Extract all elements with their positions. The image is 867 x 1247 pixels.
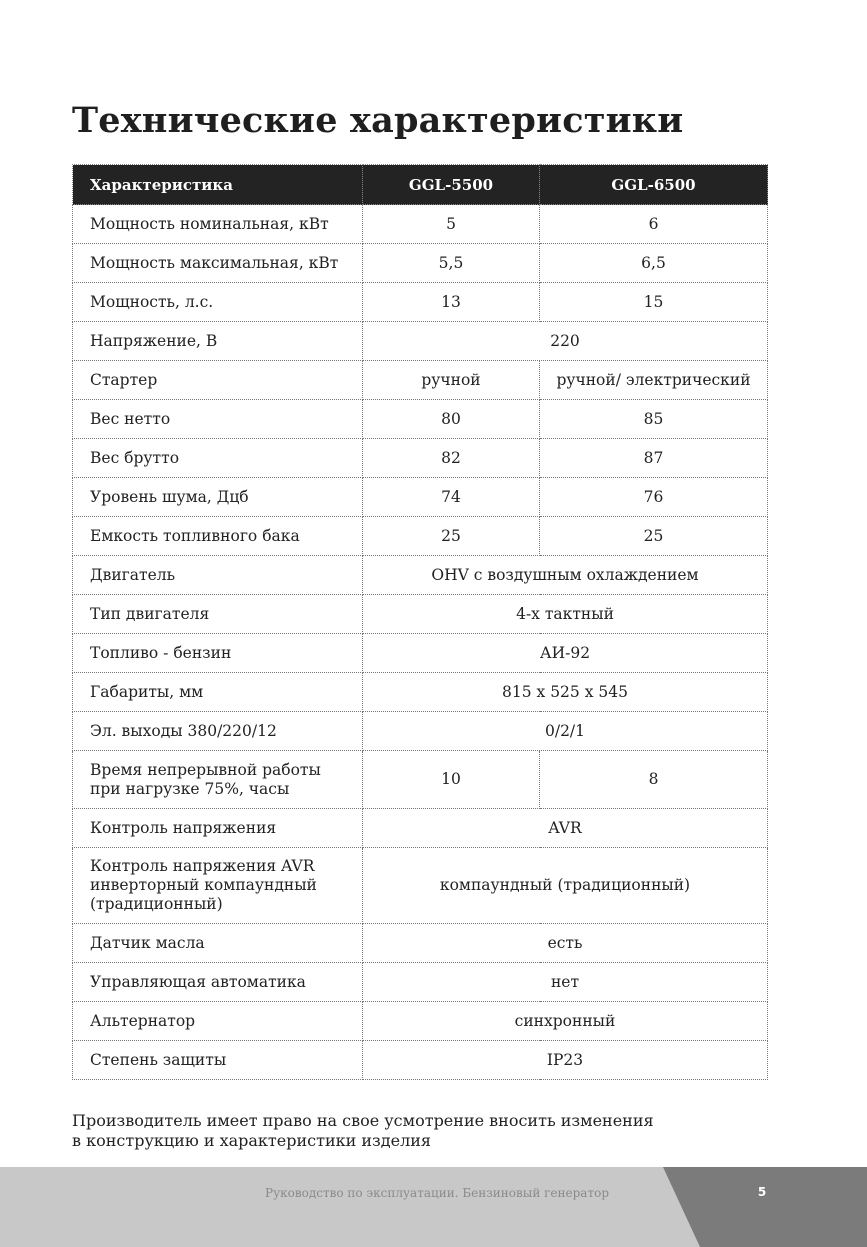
table-row [73, 1002, 768, 1041]
row-label: Управляющая автоматика [73, 963, 363, 1002]
row-label: Мощность номинальная, кВт [73, 205, 363, 244]
row-label: Мощность, л.с. [73, 283, 363, 322]
table-row [73, 924, 768, 963]
row-value-shared: синхронный [363, 1002, 768, 1041]
row-value-shared: 0/2/1 [363, 712, 768, 751]
row-label: Датчик масла [73, 924, 363, 963]
row-label [73, 751, 363, 809]
row-label: Тип двигателя [73, 595, 363, 634]
row-value-ggl-5500: 25 [363, 517, 540, 556]
table-row [73, 517, 768, 556]
row-value-shared: компаундный (традиционный) [363, 848, 768, 924]
footer-band [0, 1167, 867, 1247]
table-row [73, 205, 768, 244]
row-label: Альтернатор [73, 1002, 363, 1041]
disclaimer-line: Производитель имеет право на свое усмотрение вносить изменения [72, 1111, 654, 1130]
row-label: Вес брутто [73, 439, 363, 478]
row-value-ggl-5500: 13 [363, 283, 540, 322]
row-label: Стартер [73, 361, 363, 400]
table-row [73, 712, 768, 751]
table-row [73, 244, 768, 283]
row-value-ggl-6500: ручной/ электрический [540, 361, 768, 400]
row-label: Эл. выходы 380/220/12 [73, 712, 363, 751]
row-value-ggl-5500: 74 [363, 478, 540, 517]
row-value-ggl-6500: 25 [540, 517, 768, 556]
row-value-shared: AVR [363, 809, 768, 848]
row-value-ggl-5500: 5,5 [363, 244, 540, 283]
table-row [73, 595, 768, 634]
footer-manual-title: Руководство по эксплуатации. Бензиновый генератор [265, 1186, 610, 1200]
row-label-line: инверторный компаундный [90, 876, 317, 894]
table-row [73, 751, 768, 809]
row-value-ggl-6500: 85 [540, 400, 768, 439]
footer-dark-wedge [0, 1167, 867, 1247]
table-row [73, 673, 768, 712]
header-characteristic: Характеристика [73, 165, 363, 205]
row-value-shared: 815 х 525 х 545 [363, 673, 768, 712]
row-value-ggl-5500: ручной [363, 361, 540, 400]
row-label-line: Время непрерывной работы [90, 760, 321, 779]
row-label-line: Контроль напряжения AVR [90, 857, 315, 875]
row-value-shared: 4-х тактный [363, 595, 768, 634]
row-value-shared: 220 [363, 322, 768, 361]
header-model-ggl-5500: GGL-5500 [363, 165, 540, 205]
row-value-ggl-6500: 8 [540, 751, 768, 809]
table-row [73, 361, 768, 400]
row-value-ggl-5500: 10 [363, 751, 540, 809]
page-number: 5 [757, 1185, 767, 1199]
row-label [73, 848, 363, 924]
row-value-ggl-6500: 6 [540, 205, 768, 244]
row-value-ggl-5500: 5 [363, 205, 540, 244]
table-row [73, 283, 768, 322]
row-value-shared: IP23 [363, 1041, 768, 1080]
table-row [73, 963, 768, 1002]
table-row [73, 478, 768, 517]
row-value-shared: нет [363, 963, 768, 1002]
row-value-shared: OHV с воздушным охлаждением [363, 556, 768, 595]
table-row [73, 809, 768, 848]
disclaimer-note [72, 1111, 654, 1151]
row-label: Степень защиты [73, 1041, 363, 1080]
row-label: Мощность максимальная, кВт [73, 244, 363, 283]
page-title: Технические характеристики [72, 100, 684, 141]
row-label: Вес нетто [73, 400, 363, 439]
row-value-ggl-5500: 80 [363, 400, 540, 439]
table-row [73, 1041, 768, 1080]
specs-table [72, 164, 768, 1080]
disclaimer-line: в конструкцию и характеристики изделия [72, 1131, 432, 1150]
row-label: Напряжение, В [73, 322, 363, 361]
table-row [73, 400, 768, 439]
row-label: Топливо - бензин [73, 634, 363, 673]
row-value-shared: АИ-92 [363, 634, 768, 673]
table-row [73, 322, 768, 361]
row-value-ggl-5500: 82 [363, 439, 540, 478]
table-row [73, 634, 768, 673]
table-row [73, 556, 768, 595]
table-header-row [73, 165, 768, 205]
table-row [73, 439, 768, 478]
row-label-line: при нагрузке 75%, часы [90, 779, 290, 798]
row-value-shared: есть [363, 924, 768, 963]
row-value-ggl-6500: 6,5 [540, 244, 768, 283]
row-label-line: (традиционный) [90, 895, 223, 913]
row-label: Габариты, мм [73, 673, 363, 712]
row-label: Контроль напряжения [73, 809, 363, 848]
row-label: Уровень шума, Дцб [73, 478, 363, 517]
row-value-ggl-6500: 76 [540, 478, 768, 517]
table-row [73, 848, 768, 924]
row-value-ggl-6500: 87 [540, 439, 768, 478]
header-model-ggl-6500: GGL-6500 [540, 165, 768, 205]
row-label: Емкость топливного бака [73, 517, 363, 556]
row-value-ggl-6500: 15 [540, 283, 768, 322]
row-label: Двигатель [73, 556, 363, 595]
